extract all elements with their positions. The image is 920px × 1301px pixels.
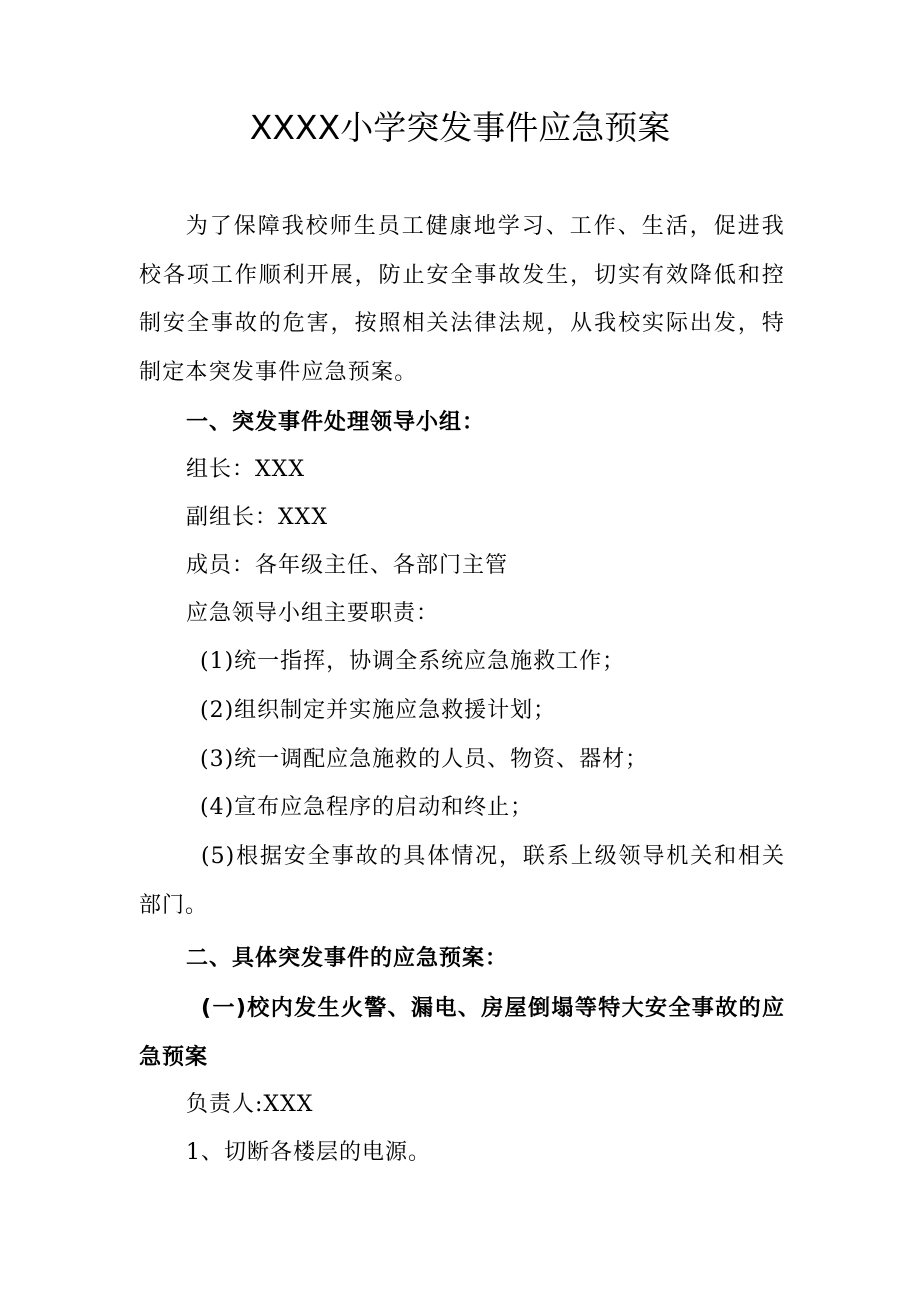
duty-item-4: (4)宣布应急程序的启动和终止；	[200, 795, 534, 820]
duty-item-2: (2)组织制定并实施应急救援计划；	[200, 698, 557, 723]
section1-heading: 一、突发事件处理领导小组：	[186, 410, 486, 435]
duty-item-3: (3)统一调配应急施救的人员、物资、器材；	[200, 747, 649, 772]
duties-heading: 应急领导小组主要职责：	[186, 601, 440, 626]
responsible-line: 负责人:XXX	[186, 1092, 314, 1117]
leader-line: 组长：XXX	[186, 457, 305, 482]
deputy-line: 副组长：XXX	[186, 505, 328, 530]
sub1-heading-text: (一)校内发生火警、漏电、房屋倒塌等特大安全事故的应急预案	[139, 996, 785, 1070]
intro-text: 为了保障我校师生员工健康地学习、工作、生活，促进我校各项工作顺利开展，防止安全事故发生，切实有效降低和控制安全事故的危害，按照相关法律法规，从我校实际出发，特制定本突发事件应急预案。	[139, 214, 785, 385]
step1-line: 1、切断各楼层的电源。	[186, 1140, 431, 1165]
duty-item-5	[139, 833, 785, 930]
document-title: XXXX小学突发事件应急预案	[249, 108, 671, 147]
duty-item-5-text: (5)根据安全事故的具体情况，联系上级领导机关和相关部门。	[139, 844, 785, 918]
sub1-heading	[139, 985, 785, 1082]
duty-item-1: (1)统一指挥，协调全系统应急施救工作；	[200, 649, 626, 674]
members-line: 成员：各年级主任、各部门主管	[186, 553, 509, 578]
intro-paragraph	[139, 203, 785, 397]
section2-heading: 二、具体突发事件的应急预案：	[186, 946, 509, 971]
